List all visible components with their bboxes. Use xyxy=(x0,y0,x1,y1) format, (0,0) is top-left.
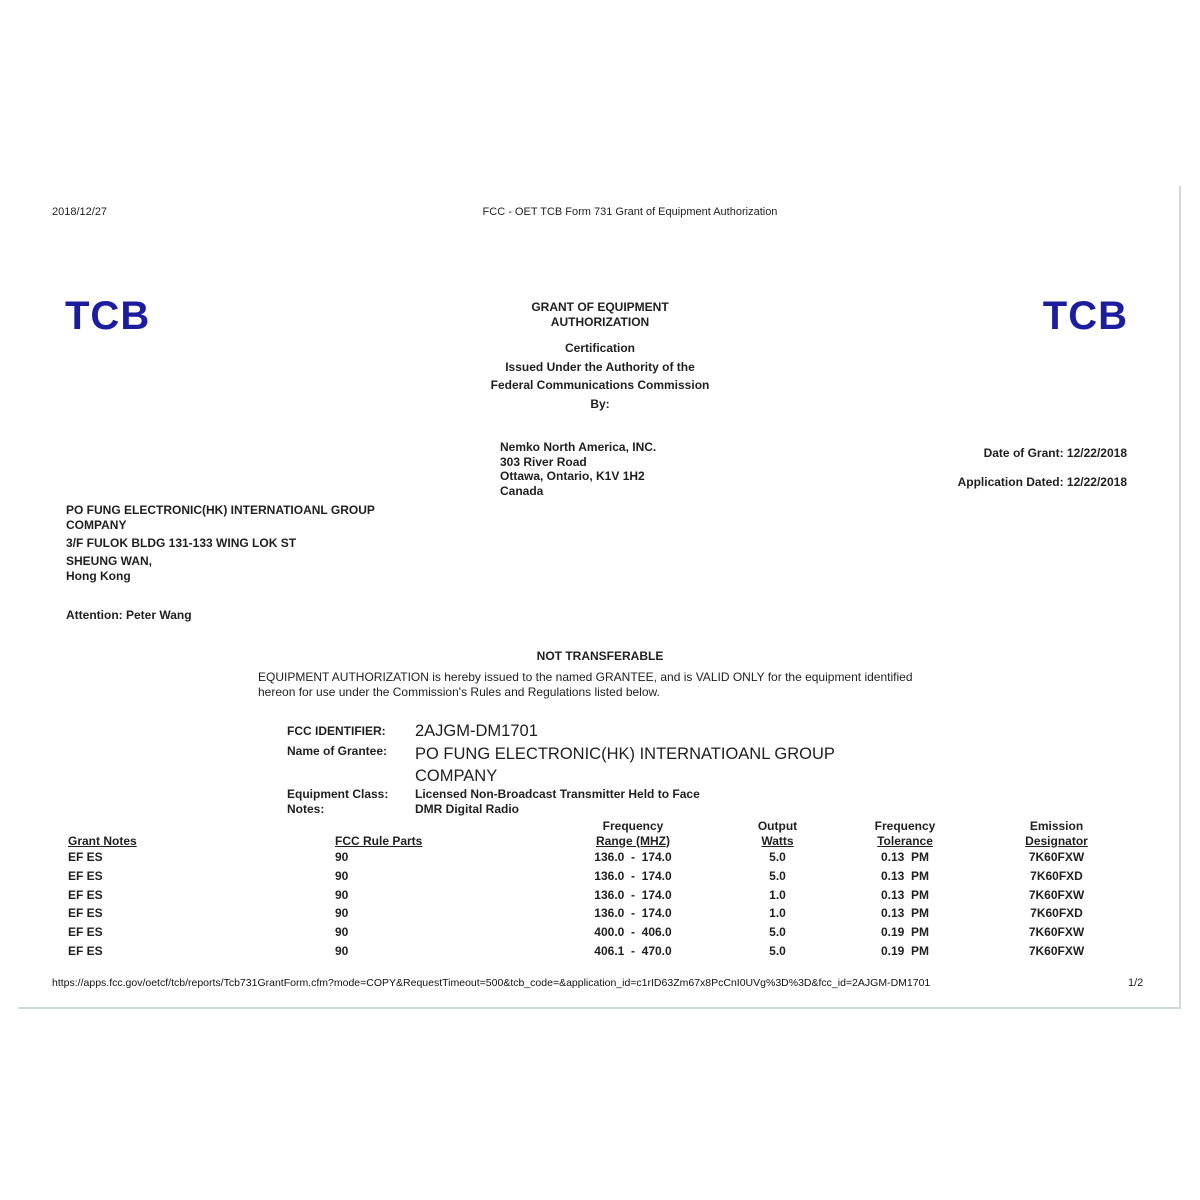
column-header: Watts xyxy=(761,833,794,848)
table-cell: EF ES xyxy=(68,887,103,902)
table-row xyxy=(56,923,1115,942)
table-cell: 90 xyxy=(335,943,349,958)
grant-title-line2: AUTHORIZATION xyxy=(550,315,650,329)
authority-line1: Issued Under the Authority of the xyxy=(505,359,695,374)
footer-url: https://apps.fcc.gov/oetcf/tcb/reports/Tcb731GrantForm.cfm?mode=COPY&RequestTimeout=500&tcb_code=&application_id=c1rID63Zm67x8PcCnI0UVg%3D%3D&fcc_id=2AJGM-DM1701 xyxy=(52,977,931,989)
table-cell: 136.0 - 174.0 xyxy=(594,869,672,884)
issuer-street: 303 River Road xyxy=(500,454,587,469)
grantee-name-line1: PO FUNG ELECTRONIC(HK) INTERNATIOANL GROUP xyxy=(66,503,375,517)
authority-line2: Federal Communications Commission xyxy=(490,378,710,392)
print-date: 2018/12/27 xyxy=(52,206,108,218)
table-cell: EF ES xyxy=(68,943,103,958)
table-cell: 400.0 - 406.0 xyxy=(594,925,672,940)
table-row xyxy=(56,941,1115,960)
name-of-grantee-value xyxy=(415,743,835,787)
column-header: FCC Rule Parts xyxy=(335,833,423,848)
table-cell: 136.0 - 174.0 xyxy=(594,850,672,865)
table-row xyxy=(56,904,1115,923)
notes-label: Notes: xyxy=(287,802,325,816)
issuer-city: Ottawa, Ontario, K1V 1H2 xyxy=(500,469,645,483)
tcb-logo-right: TCB xyxy=(1042,294,1128,338)
grant-table-body xyxy=(56,848,1115,960)
table-cell: 90 xyxy=(335,925,349,940)
column-header: Range (MHZ) xyxy=(596,833,670,848)
table-cell: 1.0 xyxy=(769,906,786,921)
table-header-row-top xyxy=(56,818,1115,833)
column-header: Designator xyxy=(1025,833,1088,848)
table-header-row-bottom xyxy=(56,833,1115,848)
issuer-name: Nemko North America, INC. xyxy=(500,440,657,454)
date-of-grant: Date of Grant: 12/22/2018 xyxy=(983,446,1127,460)
column-header-top: Emission xyxy=(1029,818,1084,833)
grantee-street: 3/F FULOK BLDG 131-133 WING LOK ST xyxy=(66,536,297,550)
table-cell: 0.13 PM xyxy=(880,887,930,902)
table-cell: 136.0 - 174.0 xyxy=(594,906,672,921)
notice-line1: EQUIPMENT AUTHORIZATION is hereby issued to the named GRANTEE, and is VALID ONLY for the equipment identified xyxy=(258,670,913,684)
grantee-district: SHEUNG WAN, xyxy=(66,554,153,568)
by-line: By: xyxy=(590,396,610,411)
tcb-logo-left: TCB xyxy=(65,294,151,338)
table-cell: EF ES xyxy=(68,925,103,940)
column-header: Grant Notes xyxy=(68,833,137,848)
authorization-notice xyxy=(258,670,913,699)
column-header-top: Output xyxy=(757,818,798,833)
issuer-address xyxy=(500,440,656,498)
table-cell: 7K60FXW xyxy=(1028,943,1085,958)
table-cell: 7K60FXD xyxy=(1030,906,1083,921)
table-cell: 7K60FXW xyxy=(1028,850,1085,865)
application-dated: Application Dated: 12/22/2018 xyxy=(957,475,1127,489)
grant-table xyxy=(56,818,1115,960)
not-transferable-title: NOT TRANSFERABLE xyxy=(536,649,664,663)
table-cell: EF ES xyxy=(68,850,103,865)
form-title: FCC - OET TCB Form 731 Grant of Equipment Authorization xyxy=(482,206,778,218)
attention-line: Attention: Peter Wang xyxy=(66,608,192,622)
certification-line: Certification xyxy=(564,341,635,355)
fcc-identifier-value: 2AJGM-DM1701 xyxy=(415,722,538,740)
table-cell: 0.13 PM xyxy=(880,869,930,884)
table-row xyxy=(56,885,1115,904)
grant-title-line1: GRANT OF EQUIPMENT xyxy=(531,300,669,314)
column-header-top xyxy=(56,818,330,833)
notes-value: DMR Digital Radio xyxy=(415,802,519,816)
grant-table-head xyxy=(56,818,1115,848)
grantee-address xyxy=(66,503,375,584)
table-cell: 5.0 xyxy=(769,925,786,940)
equipment-class-value: Licensed Non-Broadcast Transmitter Held to Face xyxy=(415,787,700,801)
table-cell: 1.0 xyxy=(769,887,786,902)
grantee-region: Hong Kong xyxy=(66,569,131,583)
table-cell: 5.0 xyxy=(769,850,786,865)
table-cell: 0.19 PM xyxy=(880,943,930,958)
column-header-top: Frequency xyxy=(874,818,936,833)
table-cell: 7K60FXD xyxy=(1030,869,1083,884)
column-header-top: Frequency xyxy=(602,818,664,833)
table-cell: 5.0 xyxy=(769,943,786,958)
grantee-name-line2: COMPANY xyxy=(66,518,127,532)
table-cell: 406.1 - 470.0 xyxy=(594,943,672,958)
certificate-title-block xyxy=(0,300,1200,413)
grantee-value-line2: COMPANY xyxy=(415,767,498,785)
table-row xyxy=(56,848,1115,867)
dates-block xyxy=(958,446,1127,504)
fcc-identifier-label: FCC IDENTIFIER: xyxy=(287,724,386,738)
table-cell: 90 xyxy=(335,887,349,902)
table-cell: 7K60FXW xyxy=(1028,887,1085,902)
name-of-grantee-label: Name of Grantee: xyxy=(287,744,388,758)
table-cell: 7K60FXW xyxy=(1028,925,1085,940)
column-header: Tolerance xyxy=(877,833,933,848)
notice-line2: hereon for use under the Commission's Rules and Regulations listed below. xyxy=(258,684,660,699)
table-cell: 0.13 PM xyxy=(880,850,930,865)
table-cell: 90 xyxy=(335,906,349,921)
issuer-country: Canada xyxy=(500,483,544,498)
table-row xyxy=(56,867,1115,886)
table-cell: 5.0 xyxy=(769,869,786,884)
equipment-class-label: Equipment Class: xyxy=(287,787,389,801)
column-header-top xyxy=(330,818,523,833)
table-cell: 90 xyxy=(335,869,349,884)
grantee-value-line1: PO FUNG ELECTRONIC(HK) INTERNATIOANL GROUP xyxy=(415,745,835,763)
table-cell: 0.13 PM xyxy=(880,906,930,921)
table-cell: EF ES xyxy=(68,906,103,921)
table-cell: 136.0 - 174.0 xyxy=(594,887,672,902)
page-number: 1/2 xyxy=(1128,977,1144,989)
table-cell: 0.19 PM xyxy=(880,925,930,940)
table-cell: EF ES xyxy=(68,869,103,884)
table-cell: 90 xyxy=(335,850,349,865)
